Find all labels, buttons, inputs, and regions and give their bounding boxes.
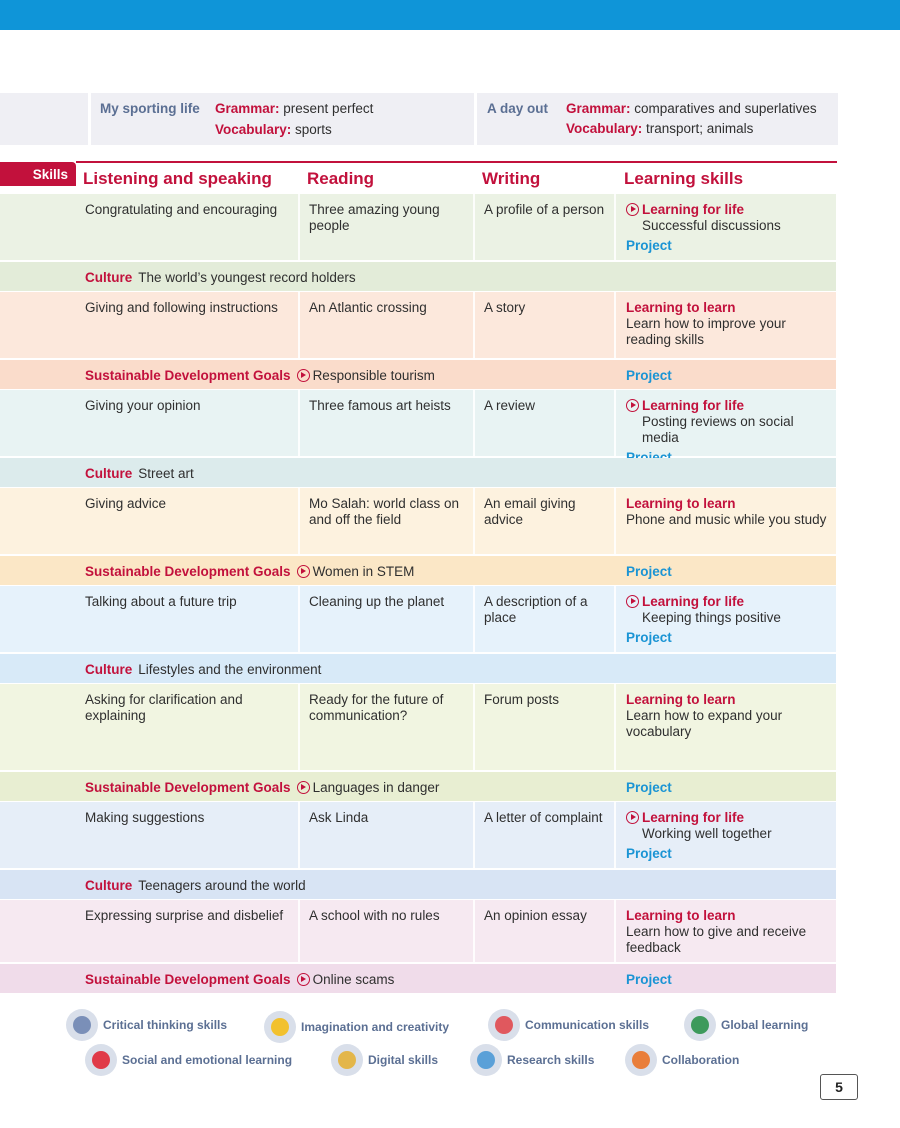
- table-row: [0, 390, 836, 456]
- legend-item: [331, 1044, 438, 1076]
- writing-cell: A profile of a person: [484, 202, 605, 217]
- skill-text: Phone and music while you study: [626, 512, 827, 527]
- learning-for-life-label: Learning for life: [642, 202, 745, 217]
- play-video-icon[interactable]: [626, 399, 639, 412]
- culture-strip: [0, 870, 836, 899]
- listening-cell: Giving your opinion: [85, 398, 201, 413]
- culture-strip: [0, 262, 836, 291]
- legend-item: [85, 1044, 292, 1076]
- writing-cell: An opinion essay: [484, 908, 587, 923]
- strip-content: [76, 654, 836, 683]
- previous-units-band: [0, 93, 838, 145]
- listening-cell: Asking for clarification and explaining: [85, 692, 243, 723]
- strip-label: Culture: [85, 878, 133, 893]
- learning-skills-cell: [616, 488, 836, 554]
- strip-label: Sustainable Development Goals: [85, 972, 291, 987]
- unit-title-right: A day out: [487, 101, 549, 116]
- legend-label: Social and emotional learning: [122, 1053, 293, 1067]
- legend-label: Imagination and creativity: [301, 1020, 450, 1034]
- learning-to-learn-label: Learning to learn: [626, 692, 736, 707]
- strip-content: [76, 360, 836, 389]
- strip-content: [76, 262, 836, 291]
- legend-item: [684, 1009, 808, 1041]
- reading-cell: Ask Linda: [309, 810, 369, 825]
- project-link: Project: [626, 238, 672, 253]
- reading-cell: Ready for the future of communication?: [309, 692, 444, 723]
- play-video-icon[interactable]: [297, 973, 310, 986]
- writing-cell: A description of a place: [484, 594, 588, 625]
- learning-skills-cell: [616, 194, 836, 260]
- strip-text: Street art: [138, 466, 194, 481]
- legend-label: Collaboration: [662, 1053, 740, 1067]
- strip-content: [76, 870, 836, 899]
- strip-content: [76, 458, 836, 487]
- brain-gear-icon: [66, 1009, 98, 1041]
- skill-text: Learn how to improve your reading skills: [626, 316, 786, 347]
- reading-cell: Mo Salah: world class on and off the field: [309, 496, 460, 527]
- strip-label: Sustainable Development Goals: [85, 564, 291, 579]
- grammar-right: Grammar: comparatives and superlatives: [566, 101, 817, 116]
- sdg-strip: [0, 772, 836, 801]
- learning-for-life-label: Learning for life: [642, 594, 745, 609]
- legend-item: [625, 1044, 739, 1076]
- project-link: Project: [626, 846, 672, 861]
- skill-text: Posting reviews on social media: [642, 414, 794, 445]
- play-video-icon[interactable]: [297, 781, 310, 794]
- skill-text: Learn how to expand your vocabulary: [626, 708, 783, 739]
- legend-label: Critical thinking skills: [103, 1018, 228, 1032]
- play-video-icon[interactable]: [626, 595, 639, 608]
- column-heading-writing: Writing: [482, 169, 541, 188]
- play-video-icon[interactable]: [297, 369, 310, 382]
- column-heading-reading: Reading: [307, 169, 375, 188]
- play-video-icon[interactable]: [626, 203, 639, 216]
- strip-text: Responsible tourism: [312, 368, 435, 383]
- listening-cell: Congratulating and encouraging: [85, 202, 278, 217]
- legend-item: [66, 1009, 227, 1041]
- strip-text: Online scams: [312, 972, 395, 987]
- top-color-bar: [0, 0, 900, 30]
- lightbulb-icon: [264, 1011, 296, 1043]
- puzzle-icon: [625, 1044, 657, 1076]
- strip-label: Sustainable Development Goals: [85, 368, 291, 383]
- learning-for-life-label: Learning for life: [642, 398, 745, 413]
- writing-cell: A review: [484, 398, 536, 413]
- strip-text: Languages in danger: [312, 780, 440, 795]
- skills-tab: Skills: [0, 162, 76, 186]
- play-video-icon[interactable]: [626, 811, 639, 824]
- play-video-icon[interactable]: [297, 565, 310, 578]
- heart-icon: [85, 1044, 117, 1076]
- strip-content: [76, 964, 836, 993]
- learning-skills-cell: [616, 802, 836, 868]
- reading-cell: Cleaning up the planet: [309, 594, 445, 609]
- strip-text: Teenagers around the world: [138, 878, 306, 893]
- learning-to-learn-label: Learning to learn: [626, 300, 736, 315]
- learning-skills-cell: [616, 900, 836, 962]
- strip-text: The world’s youngest record holders: [138, 270, 356, 285]
- culture-strip: [0, 458, 836, 487]
- table-row: [0, 586, 836, 652]
- strip-label: Culture: [85, 662, 133, 677]
- listening-cell: Giving advice: [85, 496, 167, 511]
- table-row: [0, 292, 836, 358]
- legend-label: Global learning: [721, 1018, 809, 1032]
- column-heading-listening: Listening and speaking: [83, 169, 272, 188]
- tablet-icon: [331, 1044, 363, 1076]
- project-link: Project: [626, 972, 672, 987]
- project-link: Project: [626, 630, 672, 645]
- learning-for-life-label: Learning for life: [642, 810, 745, 825]
- strip-content: [76, 772, 836, 801]
- column-heading-learning-skills: Learning skills: [624, 169, 744, 188]
- strip-text: Lifestyles and the environment: [138, 662, 322, 677]
- learning-skills-cell: [616, 390, 836, 456]
- table-row: [0, 802, 836, 868]
- legend-item: [264, 1011, 449, 1043]
- listening-cell: Talking about a future trip: [85, 594, 237, 609]
- globe-icon: [684, 1009, 716, 1041]
- monitor-icon: [470, 1044, 502, 1076]
- writing-cell: A letter of complaint: [484, 810, 603, 825]
- skill-text: Keeping things positive: [642, 610, 781, 625]
- legend-item: [470, 1044, 594, 1076]
- strip-label: Culture: [85, 270, 133, 285]
- listening-cell: Giving and following instructions: [85, 300, 278, 315]
- learning-to-learn-label: Learning to learn: [626, 496, 736, 511]
- writing-cell: A story: [484, 300, 526, 315]
- writing-cell: An email giving advice: [484, 496, 576, 527]
- vocabulary-left: Vocabulary: sports: [215, 122, 332, 137]
- culture-strip: [0, 654, 836, 683]
- legend-label: Research skills: [507, 1053, 595, 1067]
- grammar-left: Grammar: present perfect: [215, 101, 374, 116]
- header-rule: [76, 161, 837, 163]
- legend-label: Communication skills: [525, 1018, 650, 1032]
- learning-to-learn-label: Learning to learn: [626, 908, 736, 923]
- table-row: [0, 488, 836, 554]
- table-row: [0, 194, 836, 260]
- legend-item: [488, 1009, 649, 1041]
- sdg-strip: [0, 360, 836, 389]
- strip-content: [76, 556, 836, 585]
- strip-label: Culture: [85, 466, 133, 481]
- learning-skills-cell: [616, 586, 836, 652]
- project-link: Project: [626, 564, 672, 579]
- strip-label: Sustainable Development Goals: [85, 780, 291, 795]
- reading-cell: An Atlantic crossing: [309, 300, 427, 315]
- table-row: [0, 900, 836, 962]
- project-link: Project: [626, 780, 672, 795]
- reading-cell: Three famous art heists: [309, 398, 451, 413]
- reading-cell: A school with no rules: [309, 908, 440, 923]
- unit-title-left: My sporting life: [100, 101, 200, 116]
- vocabulary-right: Vocabulary: transport; animals: [566, 121, 754, 136]
- listening-cell: Making suggestions: [85, 810, 205, 825]
- speech-bubbles-icon: [488, 1009, 520, 1041]
- reading-cell: Three amazing young people: [309, 202, 440, 233]
- sdg-strip: [0, 556, 836, 585]
- legend-label: Digital skills: [368, 1053, 439, 1067]
- skill-text: Working well together: [642, 826, 772, 841]
- skill-text: Successful discussions: [642, 218, 781, 233]
- project-link: Project: [626, 368, 672, 383]
- page-number: 5: [820, 1074, 858, 1100]
- writing-cell: Forum posts: [484, 692, 560, 707]
- skill-text: Learn how to give and receive feedback: [626, 924, 807, 955]
- learning-skills-cell: [616, 684, 836, 770]
- table-row: [0, 684, 836, 770]
- listening-cell: Expressing surprise and disbelief: [85, 908, 284, 923]
- sdg-strip: [0, 964, 836, 993]
- strip-text: Women in STEM: [312, 564, 415, 579]
- learning-skills-cell: [616, 292, 836, 358]
